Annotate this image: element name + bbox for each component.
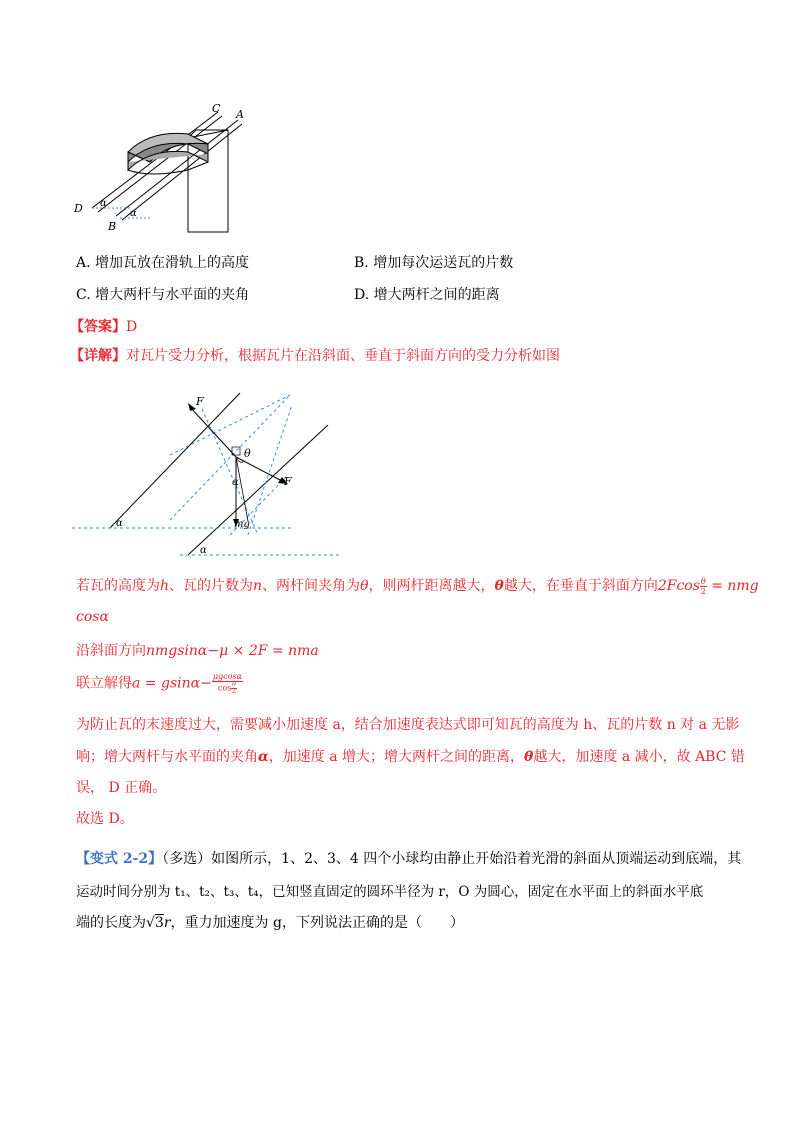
detail-line <box>70 345 560 365</box>
rail-figure <box>70 100 250 235</box>
variant-label: 【变式 2-2】 <box>76 851 163 867</box>
label-C: C <box>212 102 221 115</box>
option-b: B. 增加每次运送瓦的片数 <box>354 255 514 271</box>
variant-line-1: 【变式 2-2】（多选）如图所示，1、2、3、4 四个小球均由静止开始沿着光滑的斜面从顶端运动到底端，其 <box>76 851 742 867</box>
solution-line-1: 若瓦的高度为h、瓦的片数为n、两杆间夹角为θ，则两杆距离越大，θ越大，在垂直于斜面方向2Fcos $\frac{\theta}{2}$ = nmg <box>76 576 759 596</box>
label-alpha-2: α <box>130 208 137 219</box>
solution-line-5: 为防止瓦的末速度过大，需要减小加速度 a，结合加速度表达式即可知瓦的高度为 h、瓦的片数 n 对 a 无影 <box>76 717 740 733</box>
label-alpha-1: α <box>100 198 107 209</box>
solution-line-4: 联立解得a = gsinα− μgcosα cos $\frac{\theta}{2}$ <box>76 672 242 695</box>
option-d: D. 增大两杆之间的距离 <box>354 287 500 303</box>
label-D: D <box>74 202 83 215</box>
label-theta: θ <box>244 447 251 460</box>
solution-line-6: 响；增大两杆与水平面的夹角α，加速度 a 增大；增大两杆之间的距离，θ越大，加速度 a 减小，故 ABC 错 <box>76 749 745 765</box>
label-F-right: F <box>284 475 292 488</box>
label-B: B <box>108 220 117 233</box>
solution-line-3: 沿斜面方向nmgsinα−μ × 2F = nma <box>76 643 319 659</box>
answer-label: 【答案】 <box>70 319 126 335</box>
option-a: A. 增加瓦放在滑轨上的高度 <box>76 255 250 271</box>
label-mg: mg <box>234 519 250 530</box>
label-alpha-bottom: α <box>200 545 207 556</box>
variant-line-2: 运动时间分别为 t₁、t₂、t₃、t₄，已知竖直固定的圆环半径为 r，O 为圆心，固定在水平面上的斜面水平底 <box>76 884 704 900</box>
label-F-top: F <box>196 395 204 408</box>
solution-line-8: 故选 D。 <box>76 811 134 827</box>
detail-label: 【详解】 <box>70 348 126 364</box>
option-c: C. 增大两杆与水平面的夹角 <box>76 287 250 303</box>
solution-line-2: cosα <box>76 609 109 625</box>
solution-line-7: 误， D 正确。 <box>76 780 167 796</box>
answer-line <box>70 316 137 336</box>
detail-text: 对瓦片受力分析，根据瓦片在沿斜面、垂直于斜面方向的受力分析如图 <box>126 348 560 364</box>
label-alpha-mid: α <box>232 477 239 488</box>
label-A: A <box>236 108 244 121</box>
force-diagram <box>70 385 360 560</box>
answer-value: D <box>126 319 138 335</box>
variant-line-3: 端的长度为√3r，重力加速度为 g，下列说法正确的是（ ） <box>76 915 464 931</box>
label-alpha-left: α <box>116 518 123 529</box>
